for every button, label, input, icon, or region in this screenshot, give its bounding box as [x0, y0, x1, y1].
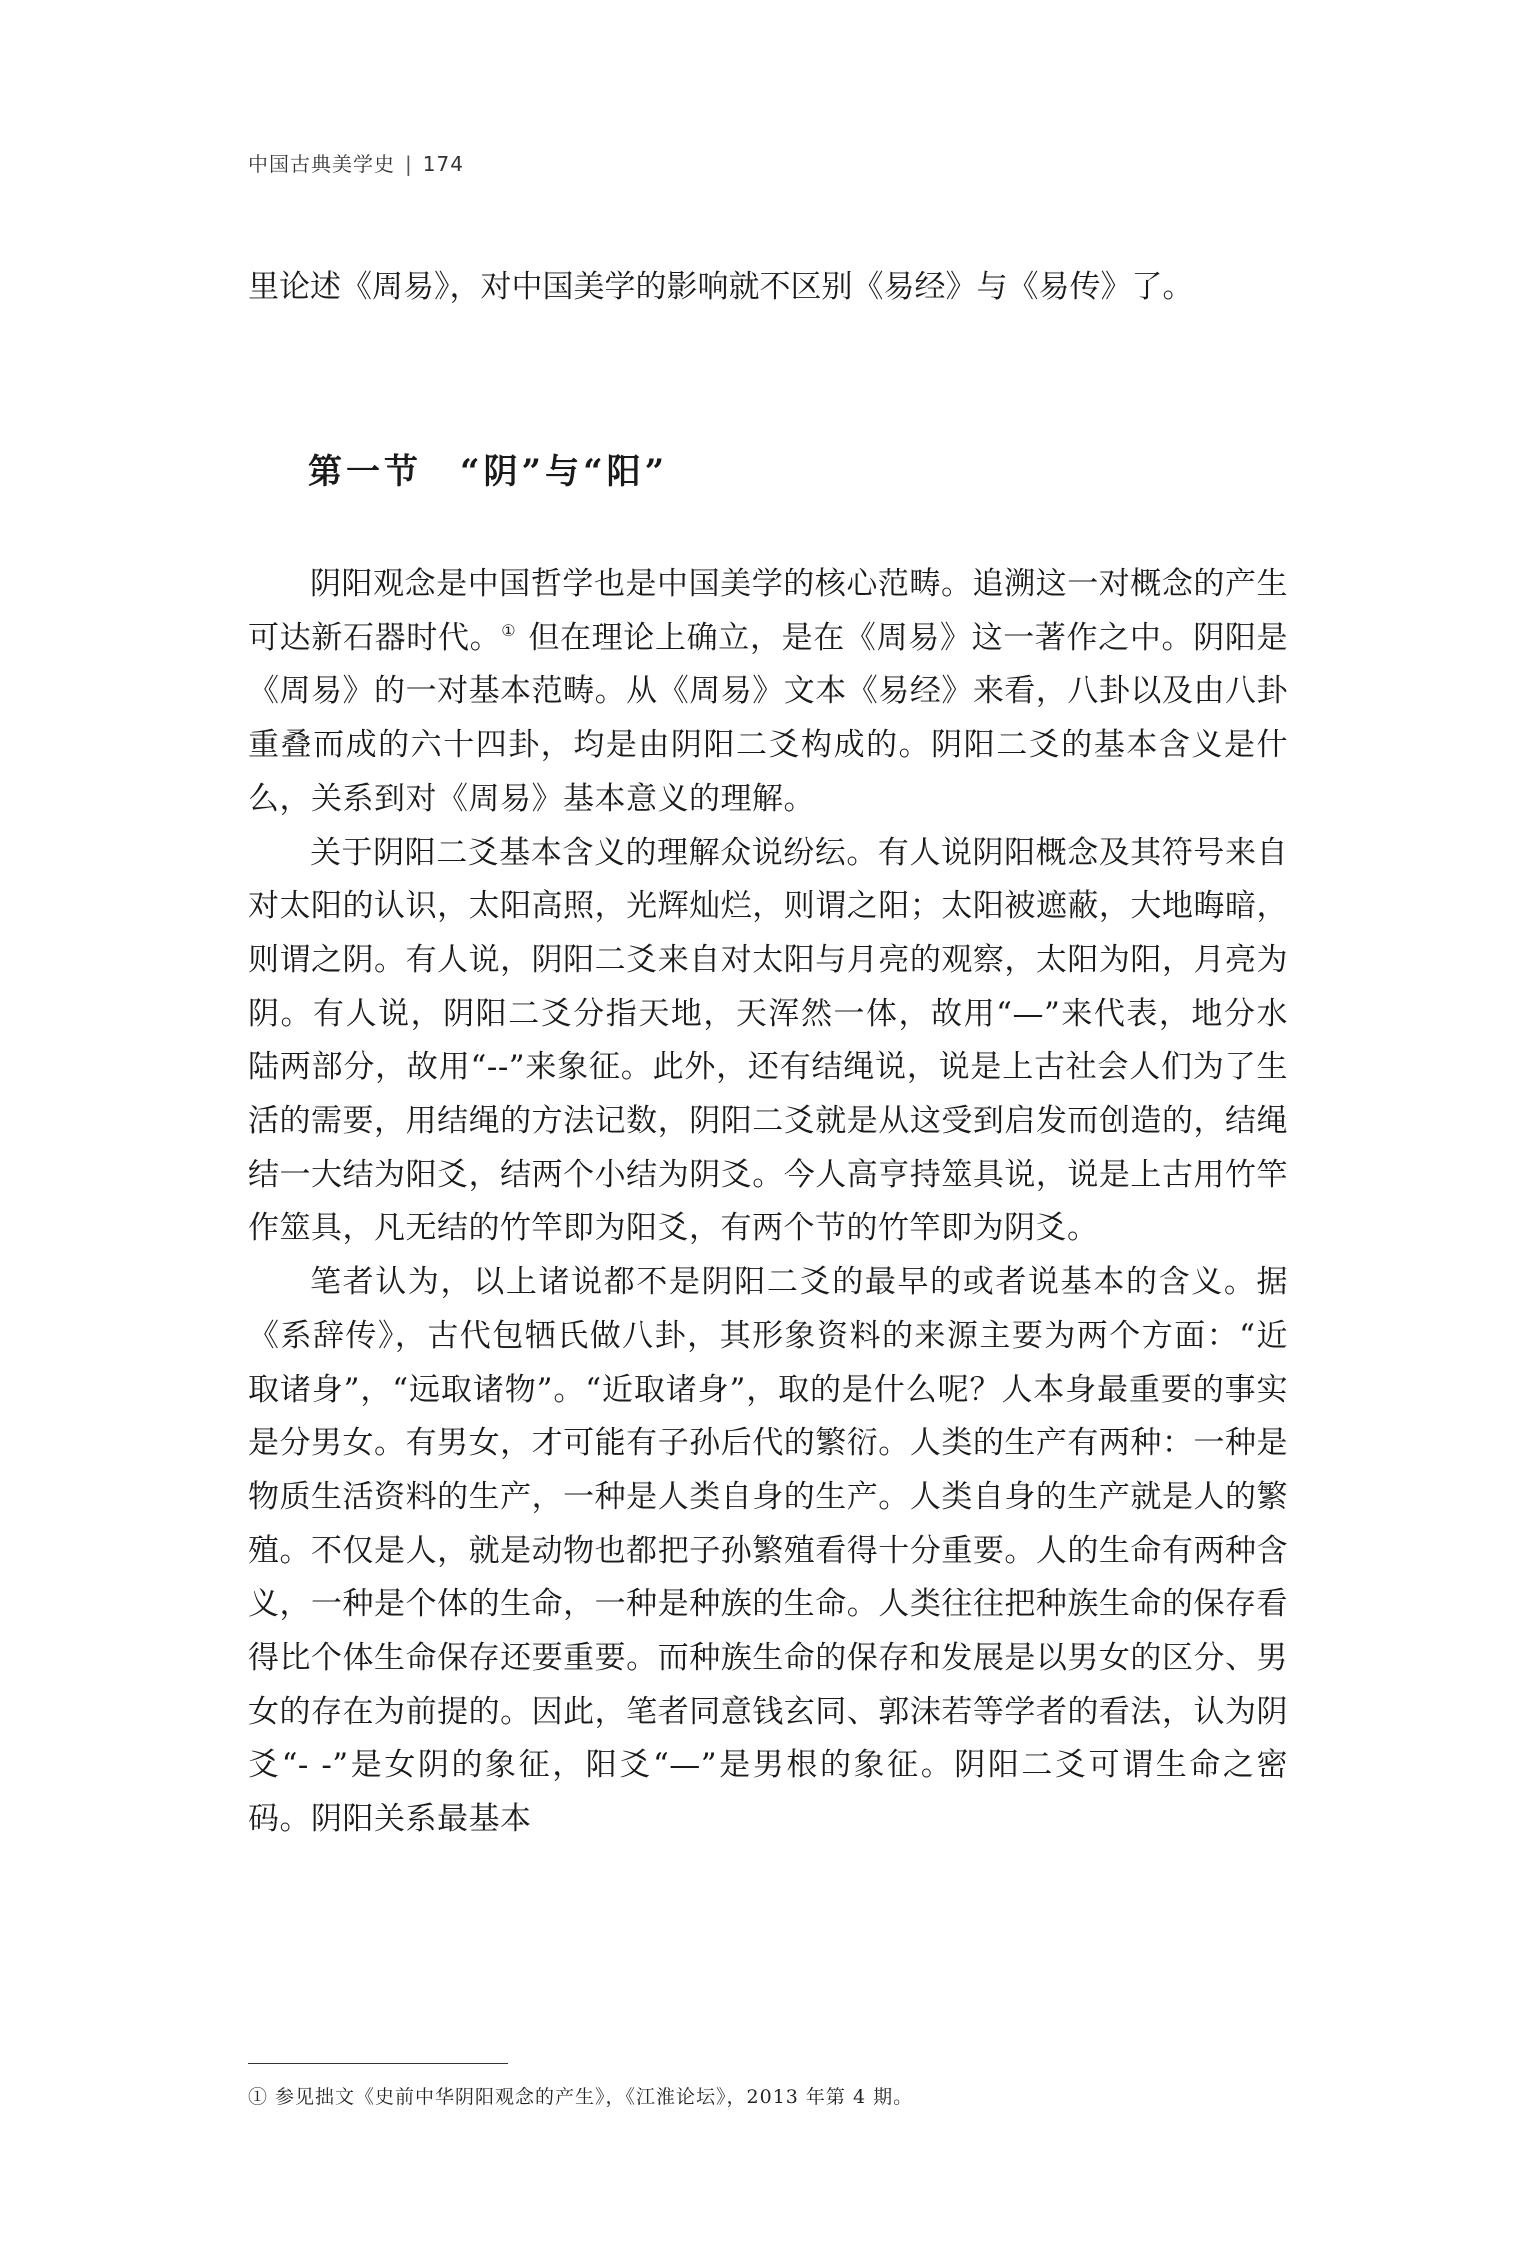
section-heading [308, 444, 668, 493]
section-number: 第一节 [308, 452, 422, 492]
section-title: “阴”与“阳” [460, 452, 669, 492]
book-title: 中国古典美学史 [248, 152, 395, 176]
page-number: 174 [422, 152, 464, 176]
footnote-marker[interactable]: ① [501, 621, 517, 641]
running-header [248, 148, 464, 177]
paragraph-1-text-b: 但在理论上确立，是在《周易》这一著作之中。阴阳是《周易》的一对基本范畴。从《周易》文本《易经》来看，八卦以及由八卦重叠而成的六十四卦，均是由阴阳二爻构成的。阴阳二爻的基本含义是什么，关系到对《周易》基本意义的理解。 [248, 619, 1289, 817]
header-separator: | [405, 152, 413, 176]
footnote-divider [248, 2063, 508, 2064]
continuation-paragraph: 里论述《周易》，对中国美学的影响就不区别《易经》与《易传》了。 [248, 269, 1194, 305]
body-paragraph-3: 笔者认为，以上诸说都不是阴阳二爻的最早的或者说基本的含义。据《系辞传》，古代包牺氏做八卦，其形象资料的来源主要为两个方面：“近取诸身”，“远取诸物”。“近取诸身”，取的是什么呢？人本身最重要的事实是分男女。有男女，才可能有子孙后代的繁衍。人类的生产有两种：一种是物质生活资料的生产，一种是人类自身的生产。人类自身的生产就是人的繁殖。不仅是人，就是动物也都把子孙繁殖看得十分重要。人的生命有两种含义，一种是个体的生命，一种是种族的生命。人类往往把种族生命的保存看得比个体生命保存还要重要。而种族生命的保存和发展是以男女的区分、男女的存在为前提的。因此，笔者同意钱玄同、郭沫若等学者的看法，认为阴爻“- -”是女阴的象征，阳爻“—”是男根的象征。阴阳二爻可谓生命之密码。阴阳关系最基本 [248, 1264, 1288, 1838]
body-paragraph-1 [248, 558, 1288, 827]
footnote: ① 参见拙文《史前中华阴阳观念的产生》，《江淮论坛》，2013 年第 4 期。 [248, 2086, 914, 2108]
paragraph-1-text-a: 阴阳观念是中国哲学也是中国美学的核心范畴。追溯这一对概念的产生可达新石器时代。 [248, 566, 1288, 656]
body-paragraph-2: 关于阴阳二爻基本含义的理解众说纷纭。有人说阴阳概念及其符号来自对太阳的认识，太阳高照，光辉灿烂，则谓之阳；太阳被遮蔽，大地晦暗，则谓之阴。有人说，阴阳二爻来自对太阳与月亮的观察，太阳为阳，月亮为阴。有人说，阴阳二爻分指天地，天浑然一体，故用“—”来代表，地分水陆两部分，故用“--”来象征。此外，还有结绳说，说是上古社会人们为了生活的需要，用结绳的方法记数，阴阳二爻就是从这受到启发而创造的，结绳结一大结为阳爻，结两个小结为阴爻。今人高亨持筮具说，说是上古用竹竿作筮具，凡无结的竹竿即为阳爻，有两个节的竹竿即为阴爻。 [248, 834, 1288, 1247]
main-body [248, 558, 1288, 1847]
